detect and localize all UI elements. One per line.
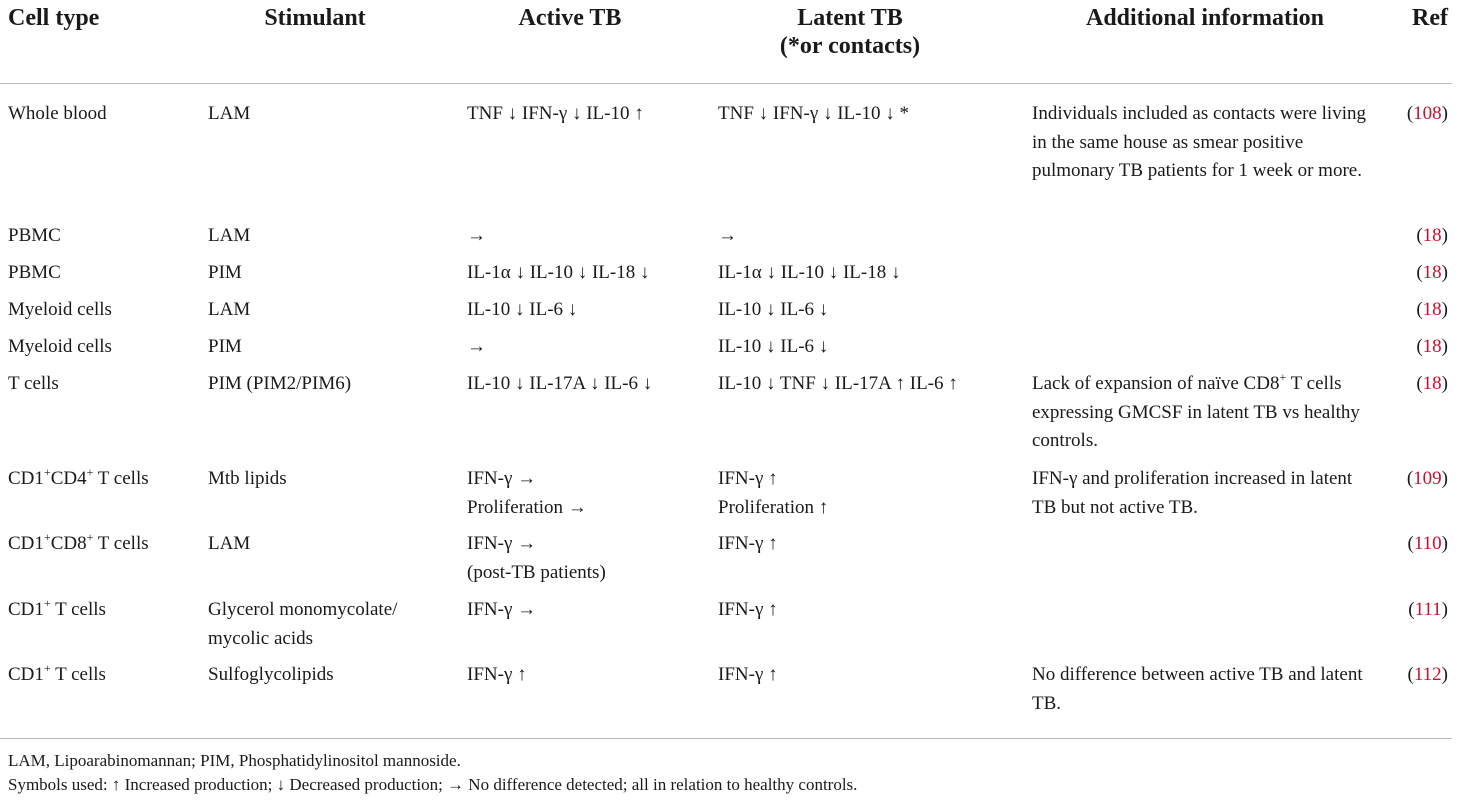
cell-type-part: CD8 xyxy=(50,533,87,554)
active-tb xyxy=(467,465,712,522)
cell-type-part: CD1 xyxy=(8,599,44,620)
active-line: IFN-γ → xyxy=(467,468,537,489)
stimulant: LAM xyxy=(208,299,251,320)
cell-type-part: T cells xyxy=(50,664,106,685)
cell-type-part: CD1 xyxy=(8,533,44,554)
cell-type: Myeloid cells xyxy=(8,336,112,357)
ref-number[interactable]: 111 xyxy=(1414,599,1442,620)
header-additional-info: Additional information xyxy=(1085,5,1325,31)
latent-tb: IFN-γ ↑ xyxy=(718,533,778,554)
ref-link[interactable]: (18) xyxy=(1416,299,1448,320)
ref-number[interactable]: 18 xyxy=(1422,299,1442,320)
ref-link[interactable]: (18) xyxy=(1416,225,1448,246)
stimulant: LAM xyxy=(208,103,251,124)
ref-number[interactable]: 112 xyxy=(1413,664,1442,685)
ref-link[interactable]: (18) xyxy=(1416,373,1448,394)
additional-info: No difference between active TB and latent TB. xyxy=(1032,664,1363,714)
cell-type xyxy=(8,596,198,625)
cell-type: PBMC xyxy=(8,225,61,246)
ref-link[interactable]: (18) xyxy=(1416,262,1448,283)
ref-number[interactable]: 18 xyxy=(1422,262,1442,283)
active-tb: → xyxy=(467,336,486,357)
header-cell-type: Cell type xyxy=(8,5,100,31)
cell-type-part: T cells xyxy=(93,468,149,489)
superscript-plus: + xyxy=(43,595,51,610)
active-tb: → xyxy=(467,225,486,246)
active-tb: IFN-γ ↑ xyxy=(467,664,527,685)
latent-tb: IFN-γ ↑ xyxy=(718,599,778,620)
latent-tb: IL-10 ↓ TNF ↓ IL-17A ↑ IL-6 ↑ xyxy=(718,373,958,394)
additional-text-post: T cells expressing GMCSF in latent TB vs healthy controls. xyxy=(1032,373,1360,451)
ref-number[interactable]: 18 xyxy=(1422,373,1442,394)
stimulant: PIM xyxy=(208,262,242,283)
active-tb: IL-10 ↓ IL-6 ↓ xyxy=(467,299,578,320)
active-line: IFN-γ → xyxy=(467,533,537,554)
stimulant: Mtb lipids xyxy=(208,468,287,489)
stimulant: LAM xyxy=(208,225,251,246)
cell-type: Whole blood xyxy=(8,103,107,124)
cell-type: PBMC xyxy=(8,262,61,283)
ref-number[interactable]: 108 xyxy=(1413,103,1442,124)
latent-line: IFN-γ ↑ xyxy=(718,468,778,489)
active-line: (post-TB patients) xyxy=(467,561,606,583)
cell-type: T cells xyxy=(8,373,59,394)
active-tb: IL-10 ↓ IL-17A ↓ IL-6 ↓ xyxy=(467,373,653,394)
ref-link[interactable]: (112) xyxy=(1407,664,1448,685)
additional-info: IFN-γ and proliferation increased in latent TB but not active TB. xyxy=(1032,468,1353,518)
ref-link[interactable]: (110) xyxy=(1407,533,1448,554)
active-line: Proliferation → xyxy=(467,496,587,518)
cell-type-part: T cells xyxy=(93,533,149,554)
superscript-plus: + xyxy=(1279,369,1287,384)
cell-type xyxy=(8,661,198,690)
footnote-symbols: Symbols used: ↑ Increased production; ↓ Decreased production; → No difference detected; all in relation to healthy controls. xyxy=(8,775,858,794)
cell-type-part: CD4 xyxy=(50,468,87,489)
header-active-tb: Active TB xyxy=(518,5,622,31)
superscript-plus: + xyxy=(43,464,51,479)
ref-number[interactable]: 110 xyxy=(1413,533,1442,554)
ref-link[interactable]: (109) xyxy=(1406,468,1448,489)
ref-number[interactable]: 18 xyxy=(1422,336,1442,357)
ref-link[interactable]: (18) xyxy=(1416,336,1448,357)
active-tb xyxy=(467,530,712,587)
cell-type-part: T cells xyxy=(50,599,106,620)
superscript-plus: + xyxy=(43,660,51,675)
superscript-plus: + xyxy=(86,464,94,479)
additional-text-pre: Lack of expansion of naïve CD8 xyxy=(1032,373,1280,394)
stimulant-line: Glycerol monomycolate/ xyxy=(208,599,398,620)
stimulant: PIM xyxy=(208,336,242,357)
latent-tb: IL-10 ↓ IL-6 ↓ xyxy=(718,299,829,320)
stimulant: Sulfoglycolipids xyxy=(208,664,334,685)
header-stimulant: Stimulant xyxy=(264,5,366,31)
footnote-abbreviations: LAM, Lipoarabinomannan; PIM, Phosphatidylinositol mannoside. xyxy=(8,751,461,770)
header-latent-line2: (*or contacts) xyxy=(779,33,921,59)
additional-info: Individuals included as contacts were living in the same house as smear positive pulmonary TB patients for 1 week or more. xyxy=(1032,103,1366,181)
stimulant-line: mycolic acids xyxy=(208,627,313,649)
header-latent-line1: Latent TB xyxy=(797,5,903,31)
ref-link[interactable]: (111) xyxy=(1408,599,1448,620)
cell-type xyxy=(8,530,198,559)
ref-link[interactable]: (108) xyxy=(1406,103,1448,124)
cell-type-part: CD1 xyxy=(8,468,44,489)
stimulant xyxy=(208,596,458,653)
header-divider xyxy=(0,83,1452,84)
ref-number[interactable]: 109 xyxy=(1413,468,1442,489)
footer-divider xyxy=(0,738,1452,739)
active-tb: IFN-γ → xyxy=(467,599,537,620)
additional-info xyxy=(1032,370,1367,456)
cell-type: Myeloid cells xyxy=(8,299,112,320)
cell-type-part: CD1 xyxy=(8,664,44,685)
latent-tb xyxy=(718,465,1023,522)
superscript-plus: + xyxy=(43,529,51,544)
active-tb: TNF ↓ IFN-γ ↓ IL-10 ↑ xyxy=(467,103,644,124)
header-ref: Ref xyxy=(1412,5,1448,31)
stimulant: LAM xyxy=(208,533,251,554)
ref-number[interactable]: 18 xyxy=(1422,225,1442,246)
active-tb: IL-1α ↓ IL-10 ↓ IL-18 ↓ xyxy=(467,262,650,283)
latent-tb: IL-1α ↓ IL-10 ↓ IL-18 ↓ xyxy=(718,262,901,283)
stimulant: PIM (PIM2/PIM6) xyxy=(208,373,352,394)
header-latent-tb xyxy=(720,4,980,60)
superscript-plus: + xyxy=(86,529,94,544)
latent-tb: IL-10 ↓ IL-6 ↓ xyxy=(718,336,829,357)
latent-tb: → xyxy=(718,225,737,246)
latent-tb: TNF ↓ IFN-γ ↓ IL-10 ↓ * xyxy=(718,103,909,124)
latent-tb: IFN-γ ↑ xyxy=(718,664,778,685)
cell-type xyxy=(8,465,198,494)
latent-line: Proliferation ↑ xyxy=(718,496,829,518)
